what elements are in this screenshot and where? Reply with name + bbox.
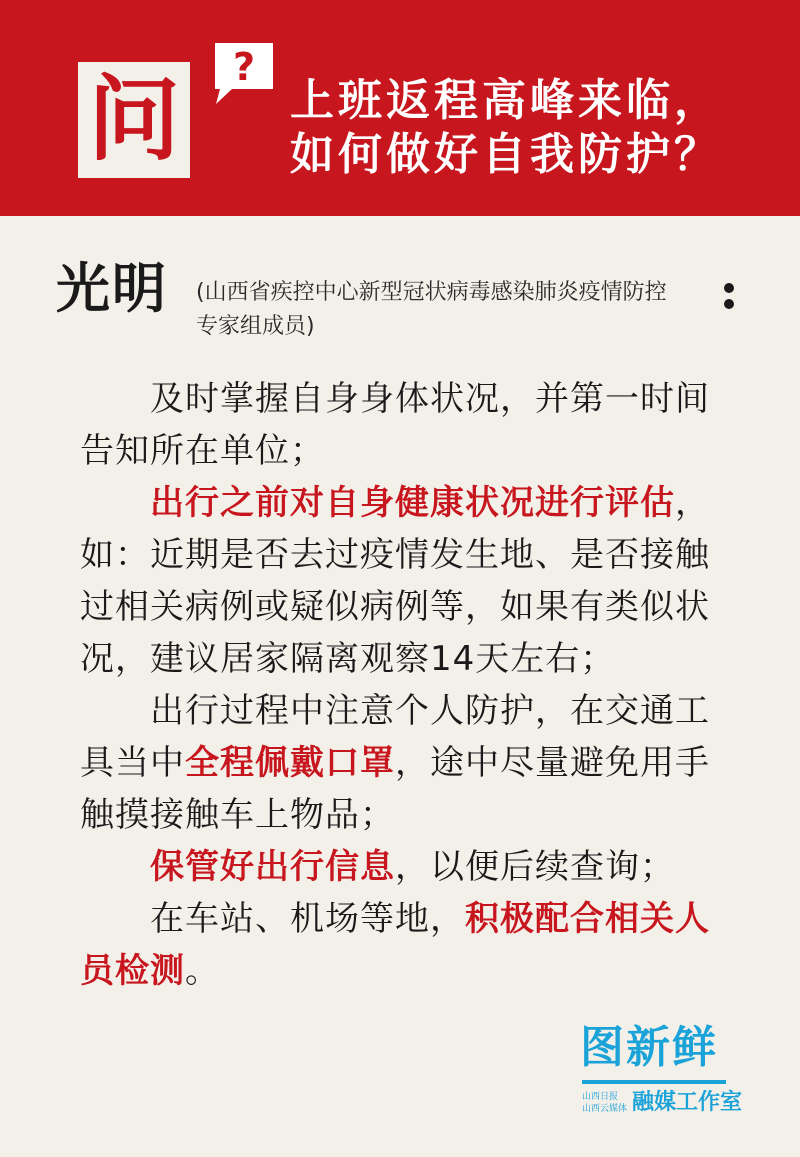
expert-name: 光明 <box>56 257 168 320</box>
advice-line: 如：近期是否去过疫情发生地、是否接触 <box>80 535 710 575</box>
advice-text-part: 在车站、机场等地， <box>150 899 465 939</box>
advice-line <box>80 737 740 789</box>
highlight-text: 全程佩戴口罩 <box>185 743 395 783</box>
advice-text-part: 具当中 <box>80 743 185 783</box>
highlight-text: 积极配合相关人 <box>465 899 710 939</box>
advice-text-part: ，以便后续查询； <box>395 847 675 887</box>
affiliation-line-2: 专家组成员) <box>196 314 315 339</box>
logo-subtitle-2: 山西云媒体 <box>582 1104 628 1114</box>
advice-line <box>80 841 740 893</box>
svg-text:?: ? <box>232 45 256 89</box>
advice-line: 过相关病例或疑似病例等，如果有类似状 <box>80 587 710 627</box>
header-banner <box>0 0 800 216</box>
advice-line: 出行过程中注意个人防护，在交通工 <box>150 691 710 731</box>
brand-logo <box>580 1022 743 1122</box>
expert-affiliation <box>196 276 726 344</box>
highlight-text: 员检测 <box>80 951 185 991</box>
highlight-text: 保管好出行信息 <box>150 847 395 887</box>
advice-text-part: ， <box>675 483 710 523</box>
advice-line: 触摸接触车上物品； <box>80 795 395 835</box>
colon-mark <box>724 283 734 309</box>
advice-line: 告知所在单位； <box>80 431 325 471</box>
advice-text-part: 。 <box>185 951 220 991</box>
advice-line <box>80 945 740 997</box>
logo-wordmark: 图新鲜 <box>580 1022 718 1073</box>
question-bubble-icon <box>212 40 276 106</box>
question-badge <box>78 62 190 178</box>
advice-line <box>80 477 740 529</box>
page-title-line-1: 上班返程高峰来临， <box>290 75 722 126</box>
advice-line <box>80 893 740 945</box>
advice-line: 况，建议居家隔离观察14天左右； <box>80 639 616 679</box>
advice-text <box>80 373 740 997</box>
logo-divider <box>582 1080 726 1084</box>
page-title-line-2: 如何做好自我防护？ <box>290 129 722 180</box>
question-badge-char: 问 <box>87 66 180 173</box>
affiliation-line-1: (山西省疾控中心新型冠状病毒感染肺炎疫情防控 <box>196 280 667 305</box>
logo-studio-name: 融媒工作室 <box>632 1090 743 1115</box>
highlight-text: 出行之前对自身健康状况进行评估 <box>150 483 675 523</box>
advice-text-part: ，途中尽量避免用手 <box>395 743 710 783</box>
advice-line: 及时掌握自身身体状况，并第一时间 <box>150 379 710 419</box>
logo-subtitle-1: 山西日报 <box>582 1092 619 1102</box>
